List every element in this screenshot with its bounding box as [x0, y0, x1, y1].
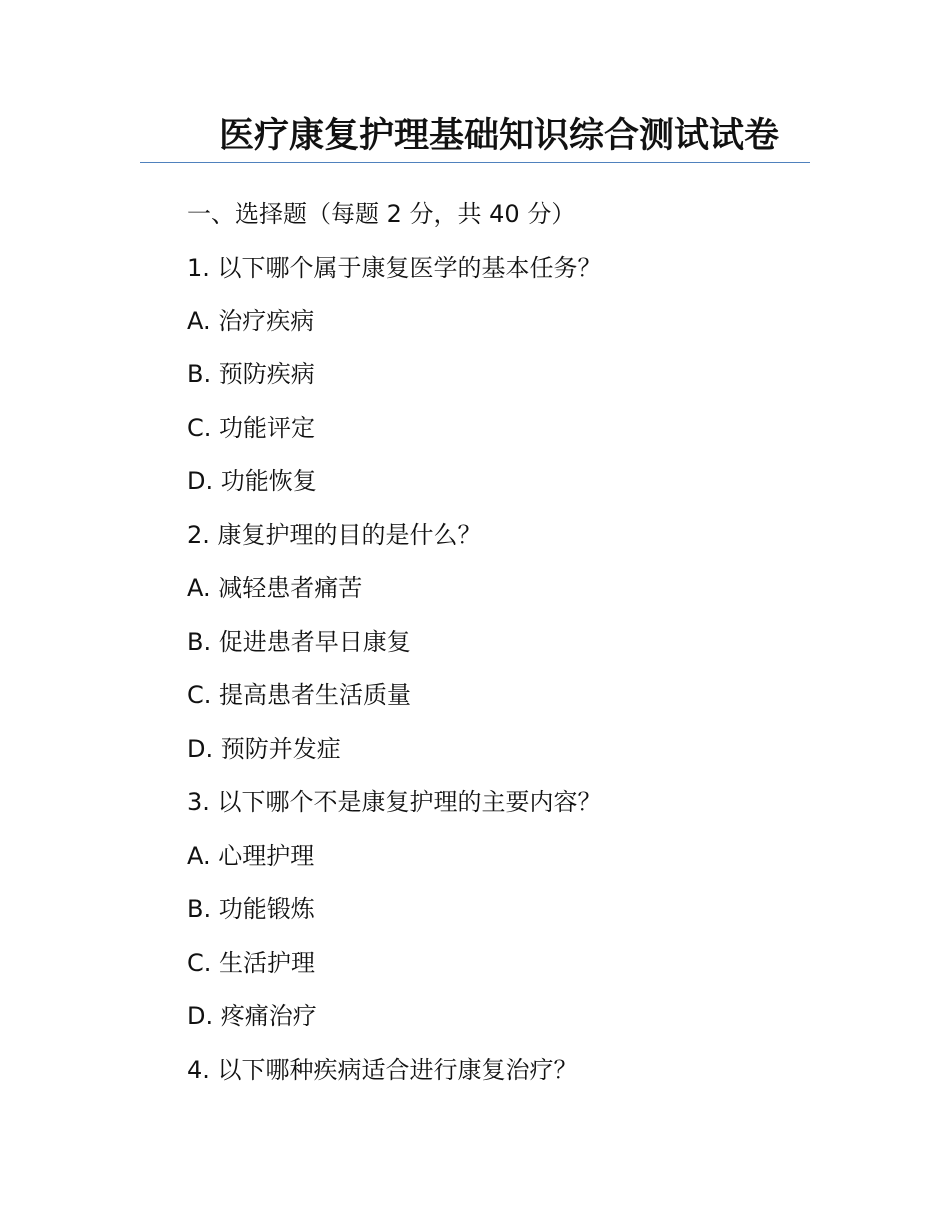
- question-3-option-b: B. 功能锻炼: [187, 895, 315, 923]
- question-1-option-d: D. 功能恢复: [187, 467, 317, 495]
- question-2-option-b: B. 促进患者早日康复: [187, 628, 411, 656]
- question-3-option-d: D. 疼痛治疗: [187, 1002, 317, 1030]
- question-3-option-c: C. 生活护理: [187, 949, 316, 977]
- question-3-stem: 3. 以下哪个不是康复护理的主要内容？: [187, 788, 602, 816]
- question-2-option-a: A. 减轻患者痛苦: [187, 574, 363, 602]
- title-underline: [140, 162, 810, 163]
- document-title: 医疗康复护理基础知识综合测试试卷: [218, 116, 779, 156]
- question-1-stem: 1. 以下哪个属于康复医学的基本任务？: [187, 254, 602, 282]
- question-4-stem: 4. 以下哪种疾病适合进行康复治疗？: [187, 1056, 578, 1084]
- question-1-option-c: C. 功能评定: [187, 414, 316, 442]
- question-2-option-c: C. 提高患者生活质量: [187, 681, 412, 709]
- question-2-option-d: D. 预防并发症: [187, 735, 341, 763]
- question-2-stem: 2. 康复护理的目的是什么？: [187, 521, 482, 549]
- question-1-option-a: A. 治疗疾病: [187, 307, 315, 335]
- question-1-option-b: B. 预防疾病: [187, 360, 315, 388]
- question-3-option-a: A. 心理护理: [187, 842, 315, 870]
- section-heading: 一、选择题（每题 2 分，共 40 分）: [187, 200, 576, 228]
